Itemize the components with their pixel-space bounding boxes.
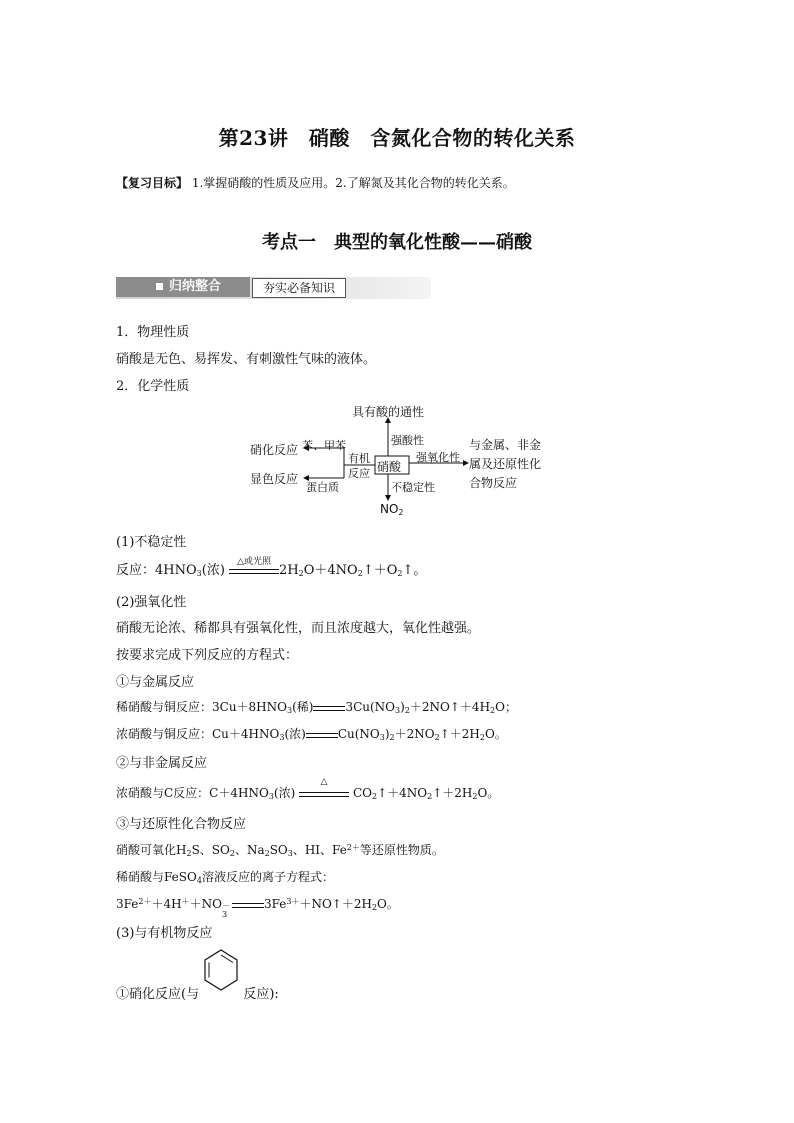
s2-task: 按要求完成下列反应的方程式： [116, 648, 299, 663]
diagram-center: 硝酸 [377, 460, 402, 474]
diagram-right-line2: 属及还原性化 [469, 457, 542, 471]
chem-heading: 2．化学性质 [116, 379, 190, 394]
nonmetal-heading: ②与非金属反应 [116, 756, 208, 771]
diagram-right-line1: 与金属、非金 [469, 438, 542, 452]
s1-equation: 反应：$4HNO_3$(浓) △或光照 $2H_2O+4NO_2↑+O_2↑$。 [116, 556, 427, 578]
c-equation: 浓硝酸与C反应：$C+4HNO_3$(浓) △ $CO_2↑+4NO_2↑+2H_2O$。 [116, 776, 500, 801]
page-title: 第23讲 硝酸 含氮化合物的转化关系 [218, 126, 576, 150]
diagram-top: 具有酸的通性 [352, 405, 425, 419]
reductive-text: 硝酸可氧化$H_2S$、$SO_2$、$Na_2SO_3$、HI、$Fe^{2+}$等还原性物质。 [116, 843, 444, 858]
diagram-right-label: 强氧化性 [416, 451, 460, 464]
ion-equation: $3Fe^{2+}+4H^++NO$ － 3 $3Fe^{3+}+NO↑+2H_2O$。 [116, 897, 399, 919]
diagram-top-label: 强酸性 [391, 434, 424, 447]
banner-subtitle: 夯实必备知识 [252, 278, 346, 298]
benzene-ring-icon [203, 948, 239, 994]
section-title: 考点一 典型的氧化性酸——硝酸 [262, 232, 532, 253]
s2-text: 硝酸无论浓、稀都具有强氧化性，而且浓度越大，氧化性越强。 [116, 621, 481, 636]
banner-summary: 归纳整合 [116, 277, 250, 297]
metal-heading: ①与金属反应 [116, 675, 195, 690]
diagram-nitration-label: 苯、甲苯 [302, 439, 346, 452]
s2-heading: (2)强氧化性 [116, 595, 187, 610]
review-goals [116, 174, 515, 191]
reaction-condition: △或光照 [229, 563, 279, 579]
square-icon [156, 283, 163, 290]
diagram-left-mid1: 有机 [348, 452, 370, 465]
heat-condition: △ [299, 786, 349, 802]
feso4-text: 稀硝酸与FeSO$_4$溶液反应的离子方程式： [116, 870, 334, 885]
diagram-left-mid2: 反应 [348, 467, 370, 480]
diagram-nitration: 硝化反应 [250, 443, 299, 457]
s1-heading: (1)不稳定性 [116, 535, 187, 550]
diagram-bottom: $NO_2$ [380, 502, 404, 517]
nitration-line: ①硝化反应(与 反应): [116, 987, 279, 1002]
diagram-right-line3: 合物反应 [469, 476, 518, 490]
phys-heading: 1．物理性质 [116, 325, 190, 340]
s3-heading: (3)与有机物反应 [116, 926, 213, 941]
dilute-cu-equation: 稀硝酸与铜反应：$3Cu+8HNO_3$(稀) $3Cu(NO_3)_2+2NO↑+4H_2O$； [116, 700, 517, 715]
diagram-color: 显色反应 [250, 472, 299, 486]
conc-cu-equation: 浓硝酸与铜反应：$Cu+4HNO_3$(浓) $Cu(NO_3)_2+2NO_2↑+2H_2O$。 [116, 727, 507, 742]
review-text: 1.掌握硝酸的性质及应用。2.了解氮及其化合物的转化关系。 [191, 176, 515, 190]
reductive-heading: ③与还原性化合物反应 [116, 817, 247, 832]
diagram-bottom-label: 不稳定性 [391, 481, 435, 494]
phys-text: 硝酸是无色、易挥发、有刺激性气味的液体。 [116, 352, 377, 367]
review-tag: 【复习目标】 [116, 176, 189, 190]
diagram-color-label: 蛋白质 [306, 481, 339, 494]
